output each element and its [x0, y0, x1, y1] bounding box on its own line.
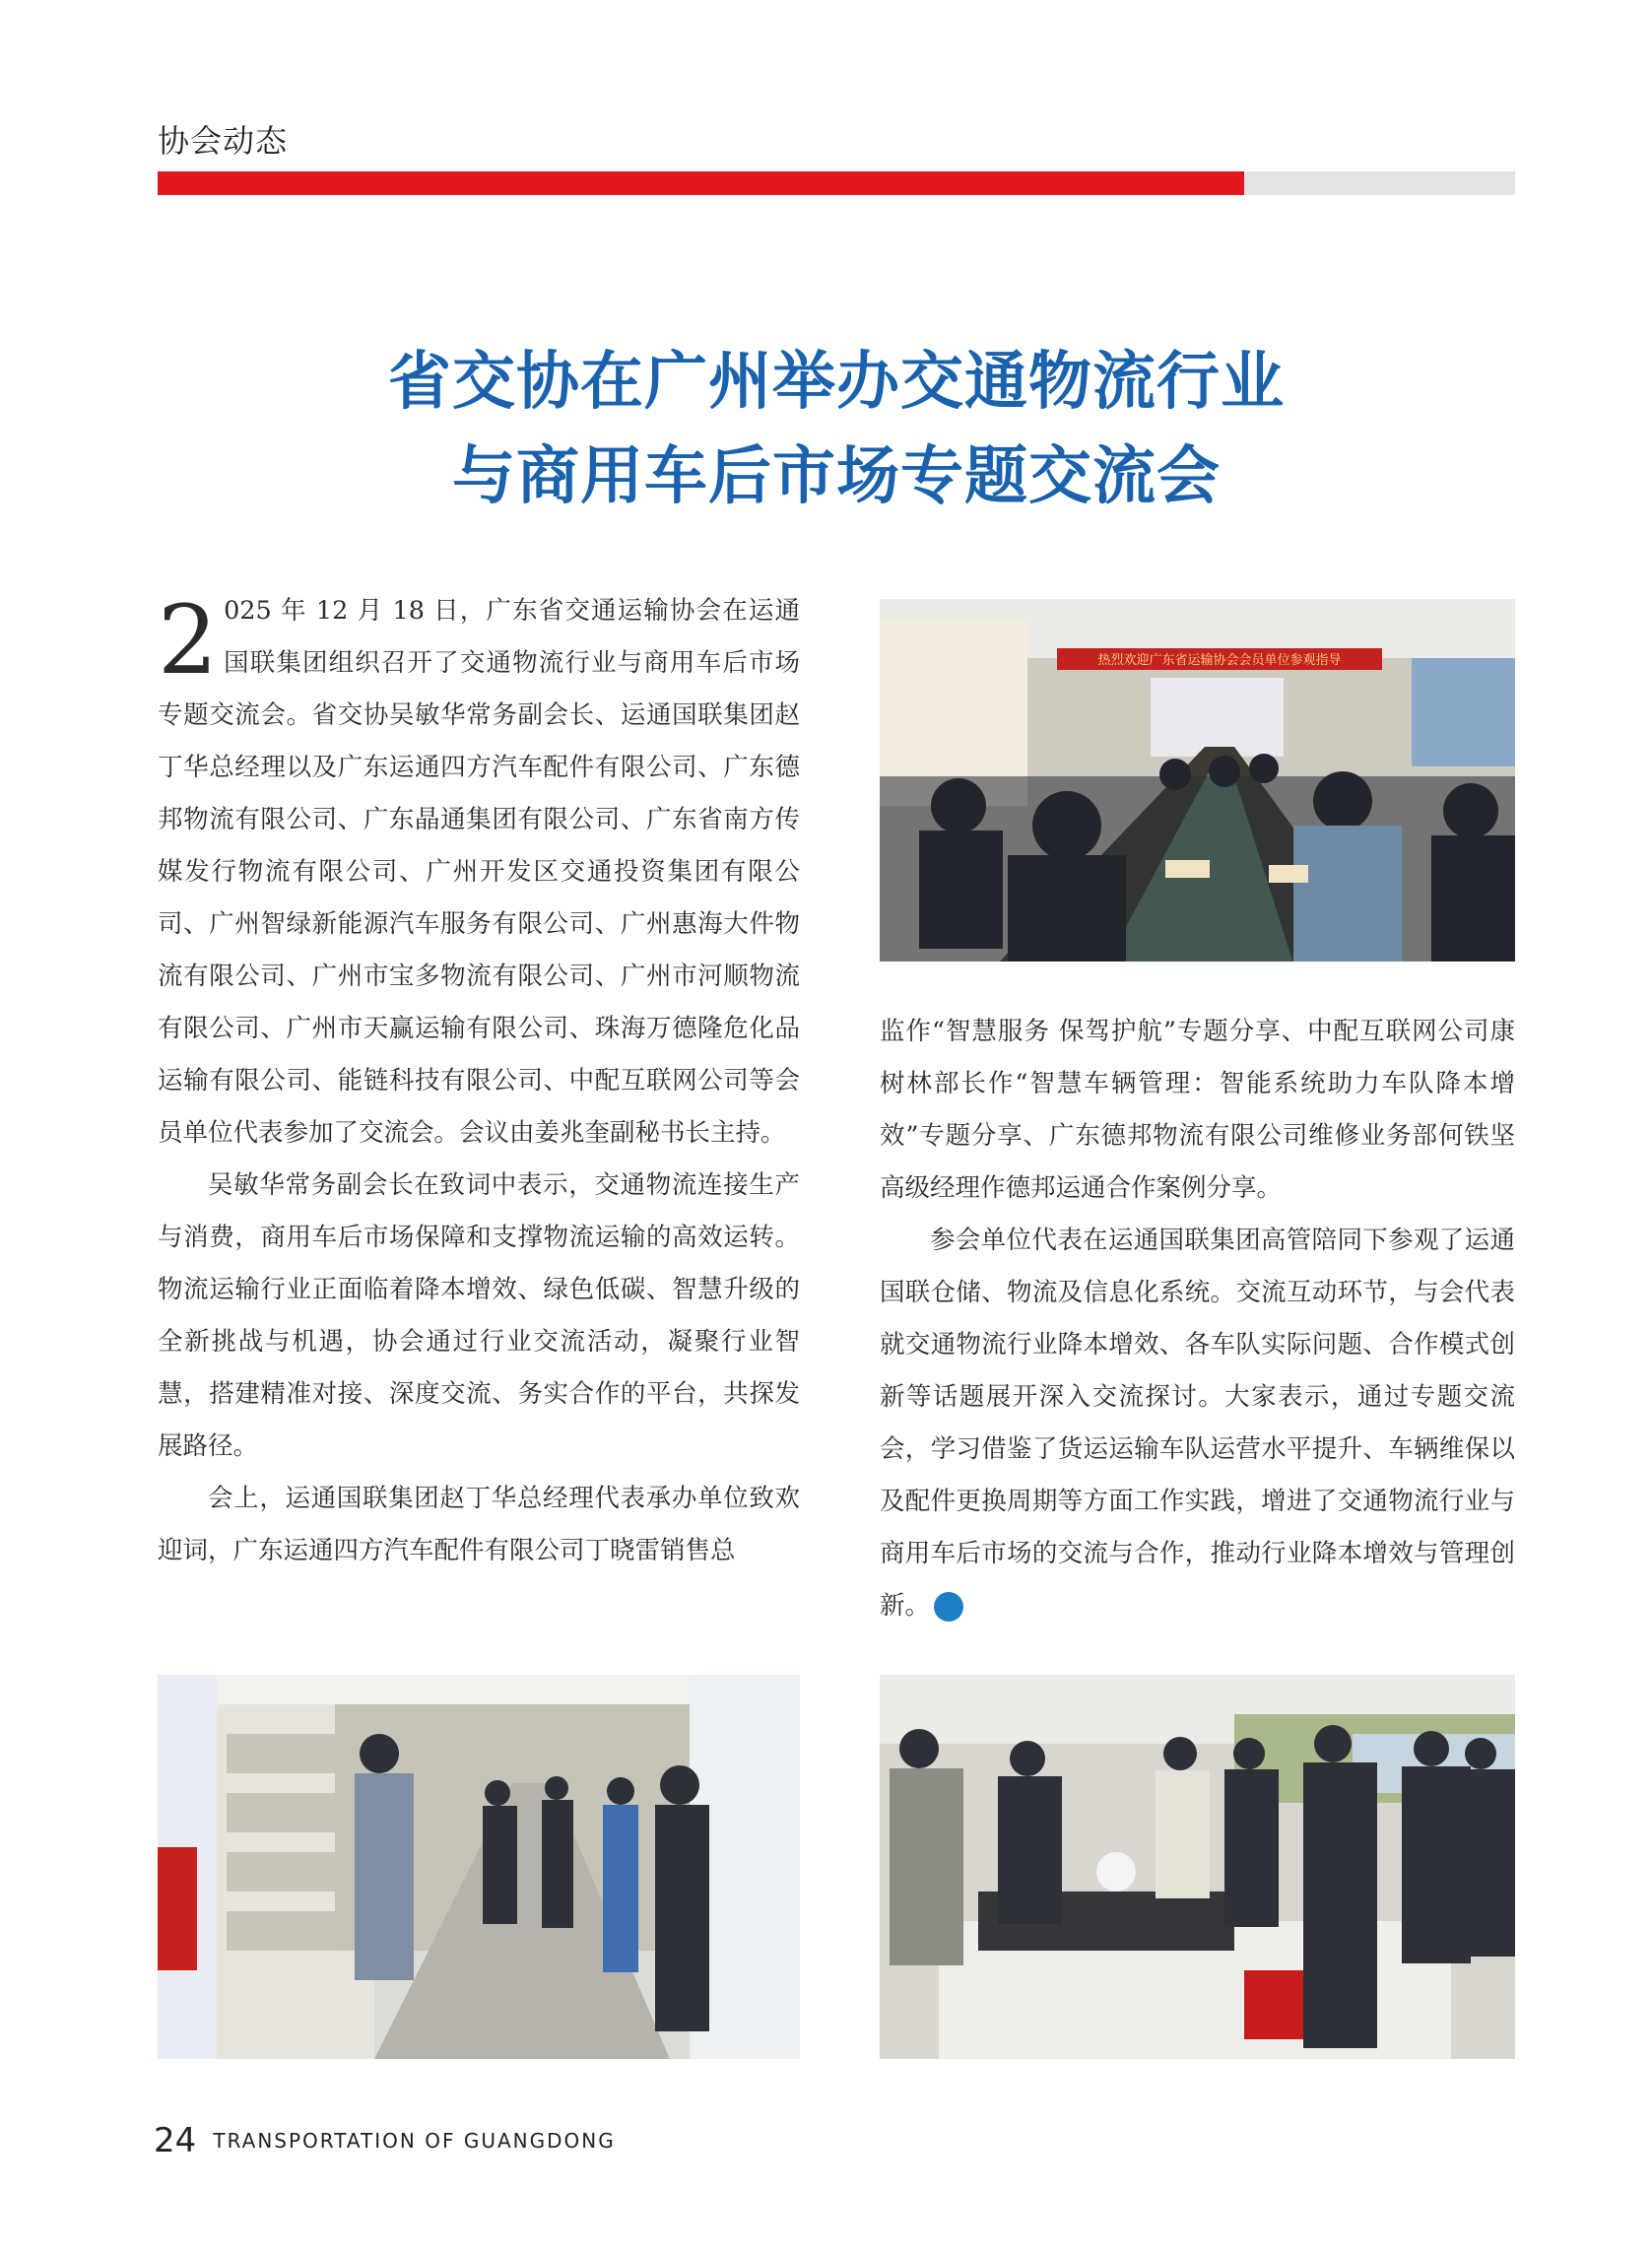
header-rule: [158, 171, 1515, 195]
page-number: 24: [154, 2121, 197, 2160]
photo-meeting-room: [880, 599, 1515, 962]
page-footer: [154, 2121, 616, 2160]
section-label: 协会动态: [158, 122, 289, 160]
cta-end-logo-icon: CTA: [934, 1592, 963, 1622]
paragraph-3: 会上，运通国联集团赵丁华总经理代表承办单位致欢迎词，广东运通四方汽车配件有限公司丁晓雷销售总: [158, 1484, 800, 1565]
paragraph-1: [158, 585, 800, 1160]
paragraph-2: 吴敏华常务副会长在致词中表示，交通物流连接生产与消费，商用车后市场保障和支撑物流运输的高效运转。物流运输行业正面临着降本增效、绿色低碳、智慧升级的全新挑战与机遇，协会通过行业交流活动，凝聚行业智慧，搭建精准对接、深度交流、务实合作的平台，共探发展路径。: [158, 1170, 800, 1461]
publication-name: TRANSPORTATION OF GUANGDONG: [213, 2129, 616, 2153]
article-column-left: [158, 585, 800, 1577]
header-rule-accent: [158, 171, 1244, 195]
paragraph-1-text: 025 年 12 月 18 日，广东省交通运输协会在运通国联集团组织召开了交通物流行业与商用车后市场专题交流会。省交协吴敏华常务副会长、运通国联集团赵丁华总经理以及广东运通四方汽车配件有限公司、广东德邦物流有限公司、广东晶通集团有限公司、广东省南方传媒发行物流有限公司、广州开发区交通投资集团有限公司、广州智绿新能源汽车服务有限公司、广州惠海大件物流有限公司、广州市宝多物流有限公司、广州市河顺物流有限公司、广州市天赢运输有限公司、珠海万德隆危化品运输有限公司、能链科技有限公司、中配互联网公司等会员单位代表参加了交流会。会议由姜兆奎副秘书长主持。: [158, 596, 800, 1148]
paragraph-3-continued: 监作“智慧服务 保驾护航”专题分享、中配互联网公司康树林部长作“智慧车辆管理：智能系统助力车队降本增效”专题分享、广东德邦物流有限公司维修业务部何铁坚高级经理作德邦运通合作案例分享。: [880, 1017, 1515, 1203]
paragraph-4-text: 参会单位代表在运通国联集团高管陪同下参观了运通国联仓储、物流及信息化系统。交流互动环节，与会代表就交通物流行业降本增效、各车队实际问题、合作模式创新等话题展开深入交流探讨。大家表示，通过专题交流会，学习借鉴了货运运输车队运营水平提升、车辆维保以及配件更换周期等方面工作实践，增进了交通物流行业与商用车后市场的交流与合作，推动行业降本增效与管理创新。: [880, 1226, 1515, 1621]
article-title-line-2: 与商用车后市场专题交流会: [452, 440, 1221, 513]
paragraph-4: [880, 1215, 1515, 1632]
article-title: [158, 335, 1515, 524]
article-column-right: [880, 1006, 1515, 1632]
article-title-line-1: 省交协在广州举办交通物流行业: [388, 346, 1285, 419]
drop-cap: 2: [158, 585, 219, 696]
meeting-banner-text: 热烈欢迎广东省运输协会会员单位参观指导: [1097, 653, 1342, 668]
photo-warehouse-visit: [158, 1675, 800, 2059]
photo-parts-showroom: [880, 1675, 1515, 2059]
